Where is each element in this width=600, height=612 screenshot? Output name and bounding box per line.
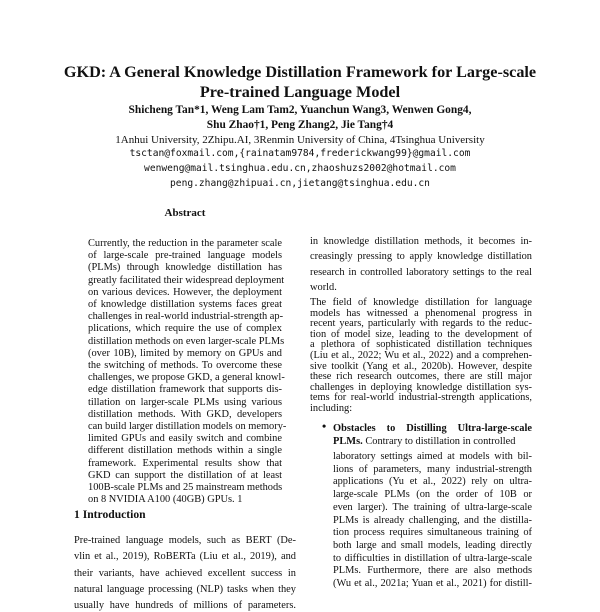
bullet-line: PLMs is already challenging, and the distilla- bbox=[333, 514, 532, 526]
bullet-line: both large and small models, leading directly bbox=[333, 539, 532, 551]
right-p1-line: creasingly pressing to apply knowledge distillation bbox=[310, 251, 532, 263]
abstract-line: challenges in real-world industrial-strength ap- bbox=[88, 311, 284, 323]
right-p2-line: tems for real-world industrial-strength applications, bbox=[310, 392, 532, 404]
intro-line: Pre-trained language models, such as BERT (De- bbox=[74, 535, 296, 546]
abstract-line: of large-scale pre-trained language models bbox=[88, 250, 282, 262]
right-p2-line: recent years, particularly with regards to the reduc- bbox=[310, 318, 532, 330]
abstract-line: (PLMs) through knowledge distillation has bbox=[88, 262, 282, 274]
right-p2-line: a plethora of sophisticated distillation techniques bbox=[310, 339, 532, 351]
abstract-line: distillation methods on even larger-scale PLMs bbox=[88, 335, 285, 347]
right-p1-line: in knowledge distillation methods, it becomes in- bbox=[310, 236, 532, 247]
right-p1-line: research in controlled laboratory settings to the real bbox=[310, 266, 532, 278]
abstract-line: framework. Experimental results show that bbox=[88, 457, 282, 469]
right-p2-line: these rich research outcomes, there are still major bbox=[310, 371, 532, 383]
bullet-first-rest: Contrary to distillation in controlled bbox=[362, 436, 516, 447]
bullet-title-line bbox=[333, 422, 532, 435]
right-p2-line: models has witnessed a phenomenal progress in bbox=[310, 307, 532, 319]
abstract-line: the switching of methods. To overcome these bbox=[88, 360, 282, 371]
bullet-title-a: Obstacles to Distilling Ultra-large-scale bbox=[333, 423, 532, 434]
bullet-line: PLMs. Furthermore, there are also methods bbox=[333, 565, 532, 577]
bullet-line: tion process requires simultaneous training of bbox=[333, 527, 532, 539]
abstract-line: challenges, we propose GKD, a general knowl- bbox=[88, 372, 285, 384]
bullet-line: laboratory settings aimed at models with bil- bbox=[333, 451, 532, 462]
bullet-first-line bbox=[333, 435, 532, 448]
paper-title-line-1: GKD: A General Knowledge Distillation Framework for Large-scale bbox=[63, 63, 537, 81]
abstract-line: edge distillation framework that supports dis- bbox=[88, 384, 282, 396]
right-p2-line: (Liu et al., 2022; Wu et al., 2022) and a comprehen- bbox=[310, 350, 532, 361]
abstract-line: Currently, the reduction in the parameter scale bbox=[88, 238, 282, 249]
abstract-line: distillation methods. With GKD, developers bbox=[88, 408, 282, 420]
right-p2-line: sive toolkit (Yang et al., 2020b). However, despite bbox=[310, 360, 532, 372]
paper-title-line-2: Pre-trained Language Model bbox=[199, 83, 401, 101]
bullet-line: large-scale PLMs (on the order of 10B or bbox=[333, 489, 532, 501]
abstract-line: limited GPUs and easily switch and combine bbox=[88, 433, 282, 445]
abstract-line: tillation on larger-scale PLMs using various bbox=[88, 396, 282, 408]
abstract-line: plications, which require the use of complex bbox=[88, 323, 282, 335]
bullet-line: applications (Yu et al., 2022) rely on ultra- bbox=[333, 476, 532, 488]
abstract-line: (over 10B), limited by memory on GPUs and bbox=[88, 347, 282, 359]
right-p2-line: The field of knowledge distillation for language bbox=[310, 297, 532, 308]
bullet-line: (Wu et al., 2021a; Yuan et al., 2021) for distill- bbox=[333, 578, 532, 589]
right-p2-line: tion of model size, leading to the development of bbox=[310, 328, 532, 340]
abstract-line: 100B-scale PLMs and 25 mainstream methods bbox=[88, 482, 283, 493]
right-p2-line: challenges in deploying knowledge distillation sys- bbox=[310, 381, 532, 393]
right-p1-line: world. bbox=[310, 281, 337, 293]
affiliations: 1Anhui University, 2Zhipu.AI, 3Renmin University of China, 4Tsinghua University bbox=[115, 134, 485, 146]
intro-line: their variants, have achieved excellent success in bbox=[74, 567, 296, 579]
intro-heading: 1 Introduction bbox=[74, 508, 146, 521]
abstract-line: on 8 NVIDIA A100 (40GB) GPUs. 1 bbox=[88, 494, 243, 506]
intro-line: natural language processing (NLP) tasks when they bbox=[74, 583, 296, 595]
intro-line: vlin et al., 2019), RoBERTa (Liu et al., 2019), and bbox=[74, 551, 296, 563]
abstract-line: can build larger distillation models on memory- bbox=[88, 421, 287, 432]
bullet-line: even larger). The training of ultra-large-scale bbox=[333, 501, 532, 513]
abstract-line: on various devices. However, the deployment bbox=[88, 286, 282, 298]
email-line-3: peng.zhang@zhipuai.cn,jietang@tsinghua.edu.cn bbox=[170, 178, 430, 189]
author-line-2: Shu Zhao†1, Peng Zhang2, Jie Tang†4 bbox=[206, 119, 394, 131]
email-line-1: tsctan@foxmail.com,{rainatam9784,frederickwang99}@gmail.com bbox=[129, 148, 471, 159]
author-line-1: Shicheng Tan*1, Weng Lam Tam2, Yuanchun Wang3, Wenwen Gong4, bbox=[128, 104, 472, 116]
bullet-mark: • bbox=[322, 419, 327, 433]
bullet-title-b: PLMs. bbox=[333, 436, 363, 447]
intro-line: usually have hundreds of millions of parameters. bbox=[74, 600, 296, 612]
email-line-2: wenweng@mail.tsinghua.edu.cn,zhaoshuzs2002@hotmail.com bbox=[144, 163, 456, 174]
bullet-line: lions of parameters, many industrial-strength bbox=[333, 463, 532, 475]
right-p2-line: including: bbox=[310, 403, 353, 414]
abstract-line: of knowledge distillation systems faces great bbox=[88, 299, 282, 310]
abstract-heading: Abstract bbox=[164, 207, 206, 219]
abstract-line: different distillation methods within a single bbox=[88, 445, 282, 457]
abstract-line: GKD can support the distillation of at least bbox=[88, 469, 282, 481]
bullet-line: to difficulties in distillation of ultra-large-scale bbox=[333, 552, 532, 564]
abstract-line: greatly facilitated their widespread deployment bbox=[88, 274, 285, 286]
